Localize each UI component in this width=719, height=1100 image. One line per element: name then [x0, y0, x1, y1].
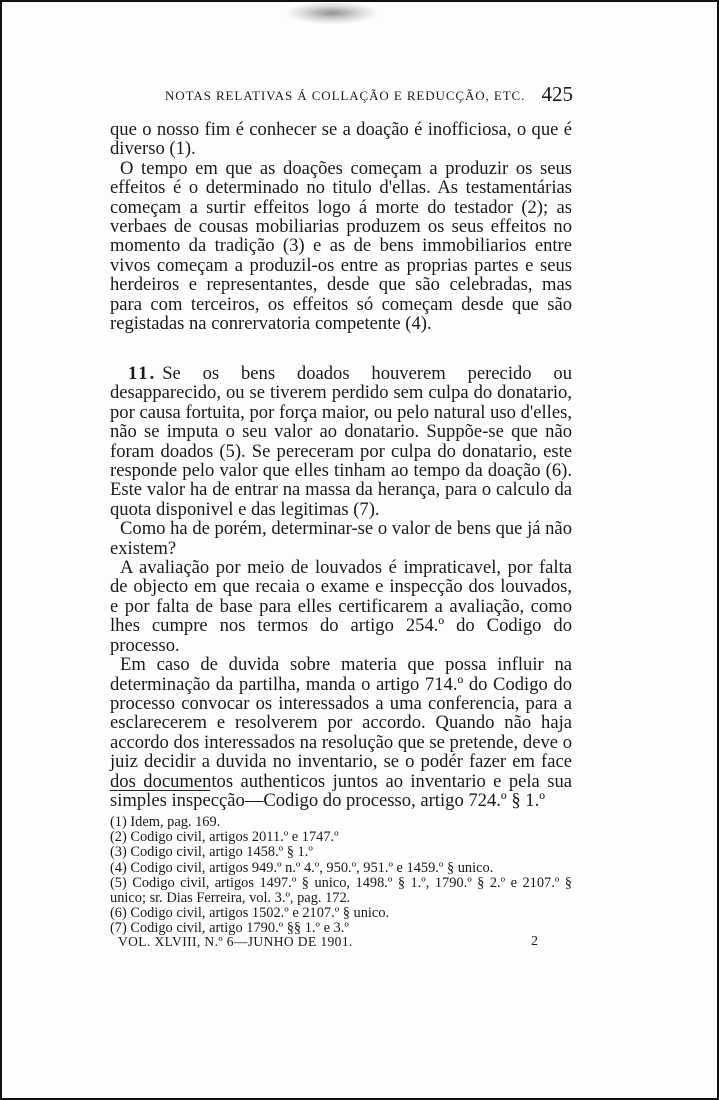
footnote: (5) Codigo civil, artigos 1497.º § unico, 1498.º § 1.º, 1790.º § 2.º e 2107.º § unico; sr. Dias Ferreira, vol. 3.º, pag. 172.: [110, 874, 572, 907]
body-text-top: [110, 120, 572, 333]
footnote: (1) Idem, pag. 169.: [110, 814, 221, 830]
footnote: (4) Codigo civil, artigos 949.º n.º 4.º, 950.º, 951.º e 1459.º § unico.: [110, 859, 494, 876]
running-title: NOTAS RELATIVAS Á COLLAÇÃO E REDUCÇÃO, ETC.: [165, 88, 526, 103]
paragraph: O tempo em que as doações começam a produzir os seus effeitos é o determinado no titulo d'ellas. As testamentárias começam a surtir effeitos logo á morte do testador (2); as verbaes de cousas mobiliarias produzem os seus effeitos no momento da tradição (3) e as de bens immobiliarios entre vivos começam a produzil-os entre as proprias partes e seus herdeiros e representantes, desde que são celebradas, mas para com terceiros, os effeitos só começam desde que são registadas na conrervatoria competente (4).: [110, 157, 572, 335]
volume-line: VOL. XLVIII, N.º 6—JUNHO DE 1901.: [118, 934, 353, 949]
footnote-rule: [110, 790, 210, 791]
footnote: (2) Codigo civil, artigos 2011.º e 1747.º: [110, 829, 339, 846]
page-number: 425: [541, 82, 573, 106]
paragraph: que o nosso fim é conhecer se a doação é inofficiosa, o que é diverso (1).: [110, 119, 572, 160]
footnotes: [110, 815, 572, 937]
scan-smudge: [287, 2, 377, 24]
signature-mark: 2: [531, 934, 538, 949]
section-paragraph-text: Se os bens doados houverem perecido ou desapparecido, ou se tiverem perdido sem culpa do donatario, por causa fortuita, por força maior, ou pelo natural uso d'elles, não se imputa o seu valor ao donatario. Suppõe-se que não foram doados (5). Se pereceram por culpa do donatario, este responde pelo valor que elles tinham ao tempo da doação (6). Este valor ha de entrar na massa da herança, para o calculo da quota disponivel e das legitimas (7).: [110, 363, 572, 520]
paragraph: Em caso de duvida sobre materia que possa influir na determinação da partilha, manda o artigo 714.º do Codigo do processo convocar os interessados a uma conferencia, para a esclarecerem e resolverem por accordo. Quando não haja accordo dos interessados na resolução que se pretende, deve o juiz decidir a duvida no inventario, se o podér fazer em face dos documentos authenticos juntos ao inventario e pela sua simples inspecção—Codigo do processo, artigo 724.º § 1.º: [110, 654, 572, 811]
page-footer: [118, 934, 538, 954]
footnote: (3) Codigo civil, artigo 1458.º § 1.º: [110, 844, 313, 861]
footnote: (7) Codigo civil, artigo 1790.º §§ 1.º e 3.º: [110, 920, 349, 937]
footnote: (6) Codigo civil, artigos 1502.º e 2107.º § unico.: [110, 905, 390, 922]
running-header: [110, 82, 572, 110]
paragraph: [110, 364, 572, 519]
section-number: 11.: [128, 363, 157, 384]
paragraph: A avaliação por meio de louvados é impraticavel, por falta de objecto em que recaia o exame e inspecção dos louvados, e por falta de base para elles certificarem a avaliação, como lhes cumpre nos termos do artigo 254.º do Codigo do processo.: [110, 557, 572, 656]
paragraph: Como ha de porém, determinar-se o valor de bens que já não existem?: [110, 518, 572, 559]
section-11: [110, 364, 572, 810]
